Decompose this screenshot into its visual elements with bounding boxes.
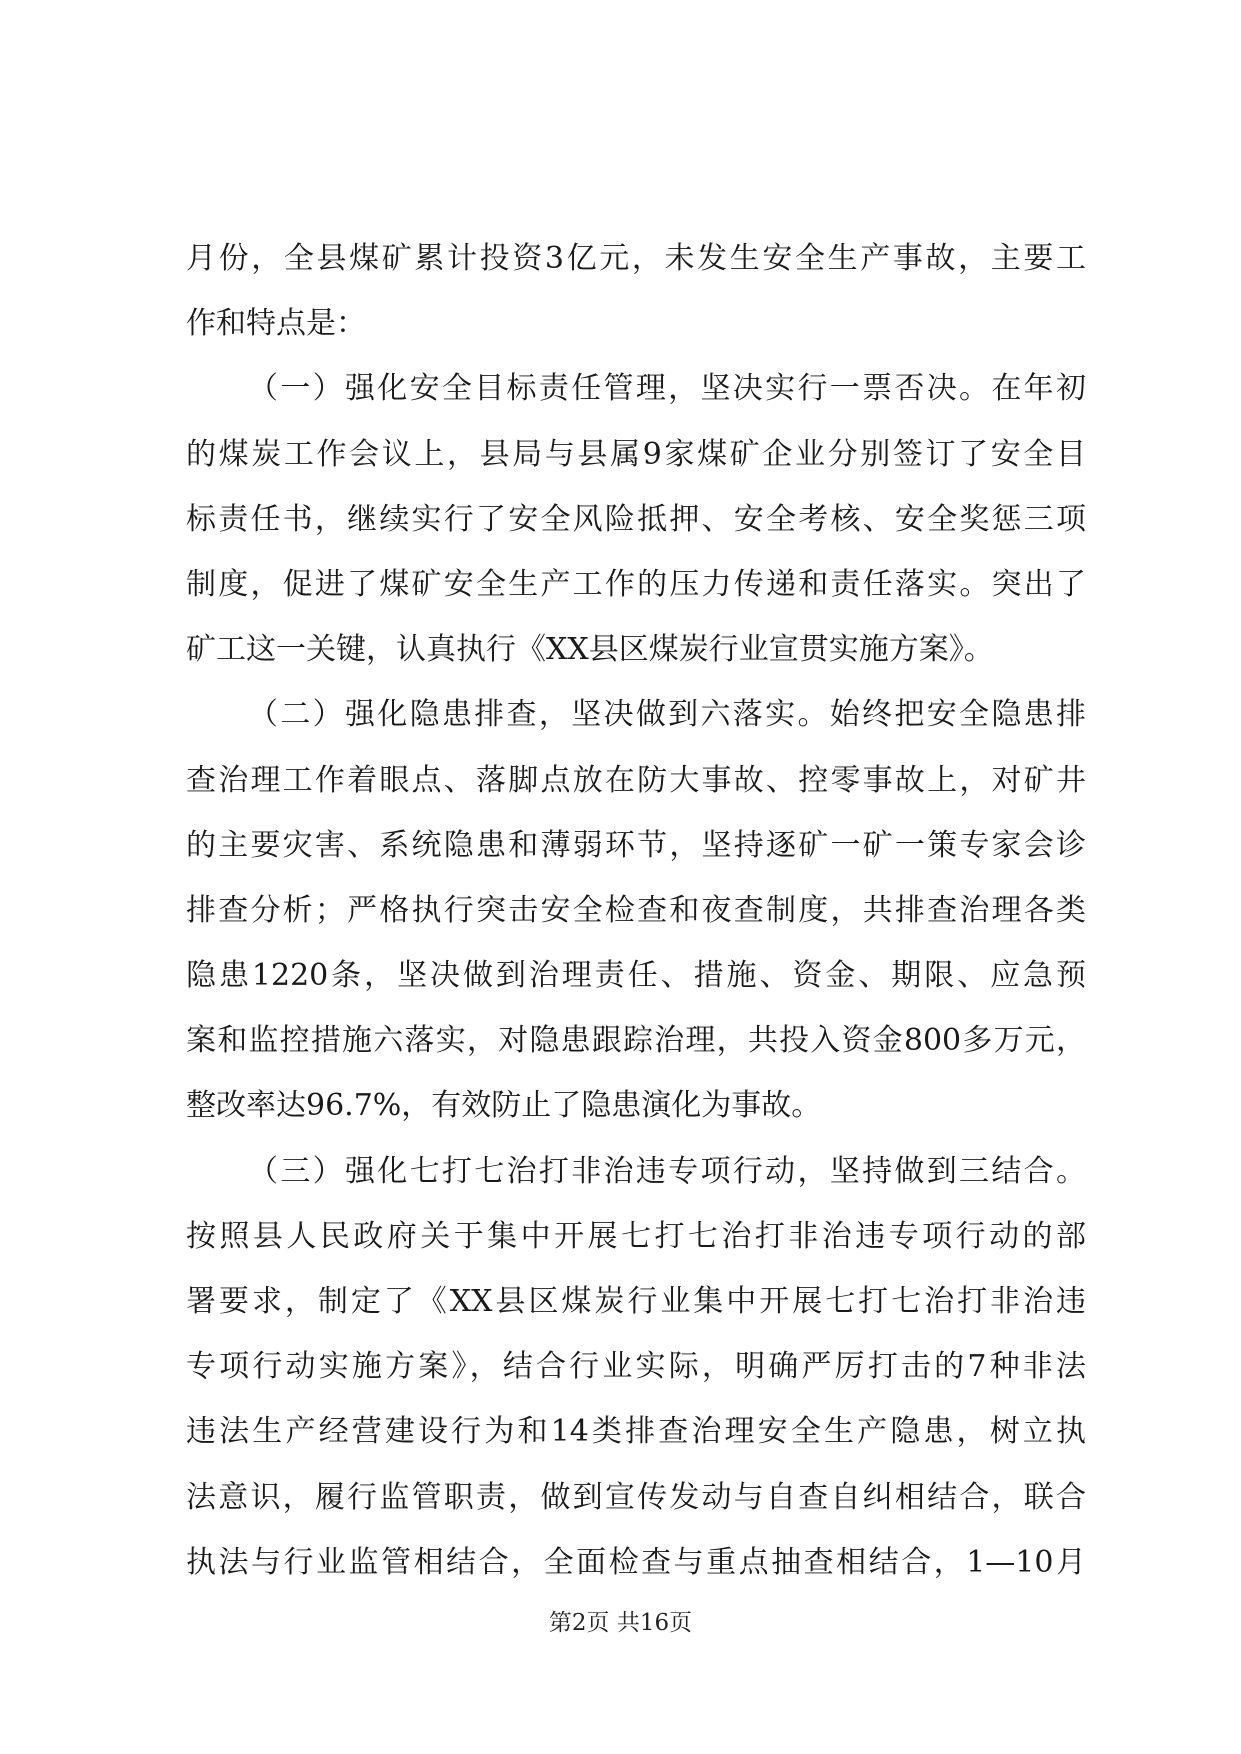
page-footer: 第2页 共16页	[548, 1610, 693, 1636]
text-line: 法意识，履行监管职责，做到宣传发动与自查自纠相结合，联合	[186, 1479, 1086, 1515]
text-line: （二）强化隐患排查，坚决做到六落实。始终把安全隐患排	[248, 697, 1086, 733]
text-line: 整改率达96.7%，有效防止了隐患演化为事故。	[186, 1088, 822, 1124]
text-line: 的煤炭工作会议上，县局与县属9家煤矿企业分别签订了安全目	[186, 436, 1086, 472]
text-line: 矿工这一关键，认真执行《XX县区煤炭行业宣贯实施方案》。	[186, 632, 994, 668]
text-line: 的主要灾害、系统隐患和薄弱环节，坚持逐矿一矿一策专家会诊	[186, 827, 1086, 863]
text-line: 排查分析；严格执行突击安全检查和夜查制度，共排查治理各类	[186, 892, 1086, 928]
text-line: 专项行动实施方案》，结合行业实际，明确严厉打击的7种非法	[186, 1349, 1086, 1385]
text-line: （三）强化七打七治打非治违专项行动，坚持做到三结合。	[248, 1153, 1086, 1189]
text-line: 案和监控措施六落实，对隐患跟踪治理，共投入资金800多万元，	[186, 1023, 1086, 1059]
text-line: 查治理工作着眼点、落脚点放在防大事故、控零事故上，对矿井	[186, 762, 1086, 798]
text-line: 标责任书，继续实行了安全风险抵押、安全考核、安全奖惩三项	[186, 501, 1086, 537]
text-line: 制度，促进了煤矿安全生产工作的压力传递和责任落实。突出了	[186, 566, 1086, 602]
document-body	[186, 226, 1086, 1595]
text-line: 执法与行业监管相结合，全面检查与重点抽查相结合，1—10月	[186, 1544, 1086, 1580]
text-line: （一）强化安全目标责任管理，坚决实行一票否决。在年初	[248, 371, 1086, 407]
text-line: 署要求，制定了《XX县区煤炭行业集中开展七打七治打非治违	[186, 1284, 1086, 1319]
text-line: 月份，全县煤矿累计投资3亿元，未发生安全生产事故，主要工	[186, 241, 1086, 276]
text-line: 按照县人民政府关于集中开展七打七治打非治违专项行动的部	[186, 1218, 1086, 1254]
text-line: 违法生产经营建设行为和14类排查治理安全生产隐患，树立执	[186, 1414, 1086, 1450]
text-line: 隐患1220条，坚决做到治理责任、措施、资金、期限、应急预	[186, 958, 1086, 994]
text-line: 作和特点是：	[186, 306, 366, 342]
